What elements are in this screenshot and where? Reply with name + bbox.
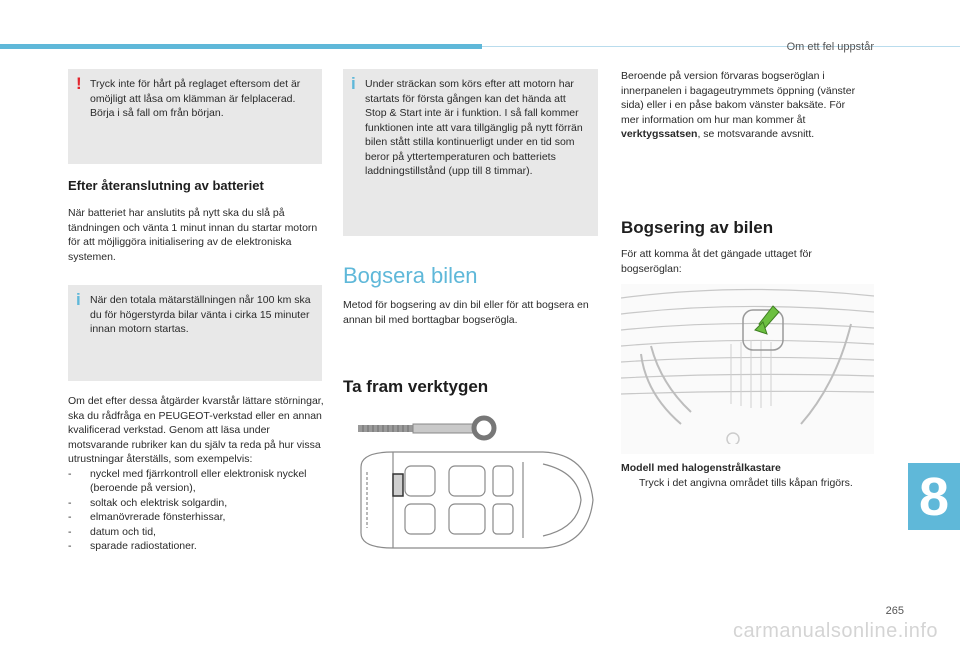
watermark: carmanualsonline.info [732,620,938,642]
info-icon: i [351,74,356,93]
towing-car-heading: Bogsering av bilen [621,218,774,237]
chapter-number-tab: 8 [908,463,960,530]
model-caption: Modell med halogenstrålkastare [621,462,781,474]
tools-paragraph-start: Beroende på version förvaras bogseröglan i innerpanelen i bagageutrymmets öppning (vänster sida) eller i en påse bakom vänster baksäte. För mer information om hur man kommer åt [621,70,856,126]
after-measures [68,394,324,554]
list-item: - soltak och elektrisk solgardin, [68,496,324,511]
warning-text: Tryck inte för hårt på reglaget eftersom det är omöjligt att låsa om klämman är felplacerad. Börja i så fall om från början. [90,78,301,119]
page-number: 265 [885,605,904,617]
reconnect-paragraph: När batteriet har anslutits på nytt ska du slå på tändningen och vänta 1 minut innan du startar motorn för att möjliggöra initialisering av de elektroniska systemen. [68,207,318,263]
warning-icon: ! [76,74,82,93]
chapter-title: Om ett fel uppstår [786,41,874,53]
list-item: - sparade radiostationer. [68,539,324,554]
list-item: - nyckel med fjärrkontroll eller elektronisk nyckel (beroende på version), [68,467,324,496]
list-item: - datum och tid, [68,525,324,540]
top-divider [482,46,960,47]
front-grille-illustration [621,284,874,454]
towing-step [621,476,861,491]
top-accent-bar [0,44,482,49]
tool-location-marker [393,474,403,496]
after-measures-intro: Om det efter dessa åtgärder kvarstår lättare störningar, ska du rådfråga en PEUGEOT-verkstad eller en annan kvalificerad verkstad. Genom att läsa under motsvarande rubriker kan du själv ta reda på hur vissa utrustningar återställs, som exempelvis: [68,395,324,465]
tools-paragraph [621,69,866,142]
step-text: Tryck i det angivna området tills kåpan frigörs. [639,477,853,489]
towing-eye-icon [358,418,494,438]
reset-list [68,467,324,554]
info-box-left-text: När den totala mätarställningen når 100 km ska du för högerstyrda bilar vänta i cirka 15 minuter innan motorn startas. [90,294,311,335]
info-box-middle-text: Under sträckan som körs efter att motorn har startats för första gången kan det hända att Stop & Start inte är i funktion. I så fall kommer funktionen inte att vara tillgänglig på nytt förrän bilen stått stilla kontinuerligt under en tid som beror på yttertemperaturen och batteriets laddningstillstånd (upp till 8 timmar). [365,78,583,177]
info-box-left [68,285,322,381]
reconnect-heading: Efter återanslutning av batteriet [68,178,264,193]
car-top-view [361,452,593,548]
info-box-middle [343,69,598,236]
info-icon: i [76,290,81,309]
towing-car-paragraph: För att komma åt det gängade uttaget för bogseröglan: [621,248,812,275]
list-item: - elmanövrerade fönsterhissar, [68,510,324,525]
towing-paragraph: Metod för bogsering av din bil eller för att bogsera en annan bil med borttagbar bogserögla. [343,299,589,326]
car-tool-location-illustration [353,412,603,572]
tools-paragraph-end: , se motsvarande avsnitt. [697,128,815,140]
tools-heading: Ta fram verktygen [343,377,489,396]
warning-box [68,69,322,164]
towing-title: Bogsera bilen [343,263,478,288]
tools-paragraph-bold: verktygssatsen [621,128,698,140]
